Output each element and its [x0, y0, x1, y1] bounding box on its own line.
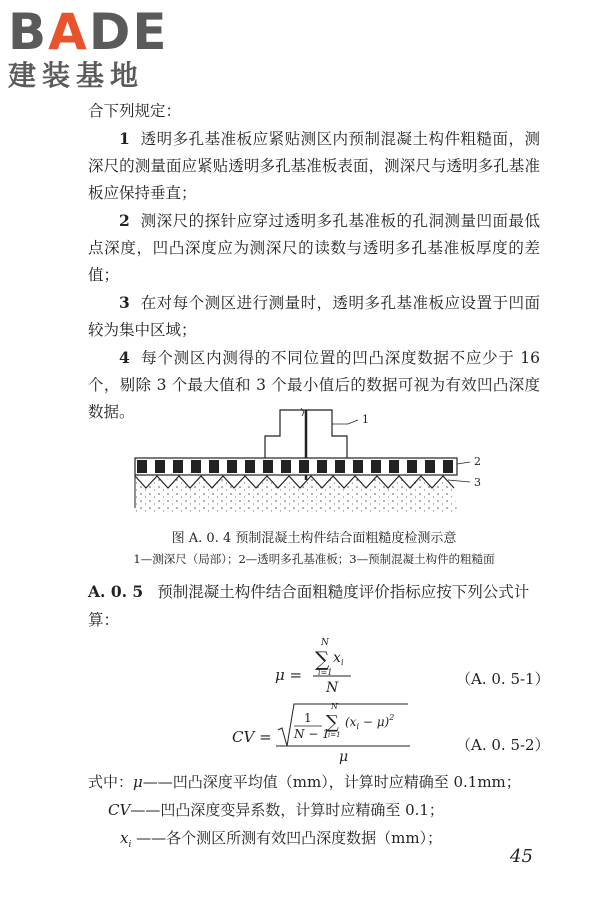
plate-solid-segment [443, 460, 453, 473]
sum-lower-limit: i=1 [318, 668, 333, 677]
section-a05 [88, 578, 540, 634]
plate-solid-segment [263, 460, 273, 473]
cv-symbol: CV = [232, 728, 272, 746]
plate-solid-segment [209, 460, 219, 473]
plate-solid-segment [407, 460, 417, 473]
def-symbol: μ [133, 773, 143, 791]
fraction-numerator: 1 [304, 711, 312, 725]
rule-text: 测深尺的探针应穿过透明多孔基准板的孔洞测量凹面最低点深度，凹凸深度应为测深尺的读数与透明多孔基准板厚度的差值； [88, 212, 540, 284]
rule-item-2 [88, 207, 540, 289]
label-gauge: 1 [362, 413, 369, 426]
plate-solid-segment [317, 460, 327, 473]
perforated-plate [135, 458, 457, 475]
definition-row-cv [88, 796, 558, 824]
plate-solid-segment [155, 460, 165, 473]
intro-line: 合下列规定： [88, 102, 182, 120]
mean-symbol: μ = [275, 666, 303, 684]
rule-text: 每个测区内测得的不同位置的凹凸深度数据不应少于 16 个，剔除 3 个最大值和 3 个最小值后的数据可视为有效凹凸深度数据。 [88, 349, 541, 421]
rule-number: 1 [119, 129, 130, 148]
logo-wordmark [8, 3, 169, 61]
plate-solid-segment [371, 460, 381, 473]
plate-solid-segment [173, 460, 183, 473]
def-symbol: x [120, 829, 129, 847]
squared-term: $(x_i - \mu)^2$ [345, 713, 395, 731]
rule-number: 2 [119, 211, 130, 230]
def-dash: —— [142, 773, 173, 791]
def-dash: —— [130, 801, 161, 819]
rule-item-1 [88, 125, 540, 207]
equation-label-2: （A. 0. 5-2） [456, 736, 550, 754]
denominator-n: N [326, 680, 339, 696]
plate-solid-segment [425, 460, 435, 473]
plate-solid-segment [389, 460, 399, 473]
plate-solid-segment [299, 460, 309, 473]
plate-solid-segment [191, 460, 201, 473]
sum-lower-limit: i=1 [328, 731, 341, 739]
def-text: 各个测区所测有效凹凸深度数据（mm）； [166, 829, 443, 847]
rule-number: 4 [119, 348, 130, 367]
plate-solid-segment [137, 460, 147, 473]
def-text: 凹凸深度变异系数，计算时应精确至 0.1； [160, 801, 444, 819]
figure-caption: 图 A. 0. 4 预制混凝土构件结合面粗糙度检测示意 [171, 531, 457, 546]
figure-legend: 1—测深尺（局部）；2—透明多孔基准板；3—预制混凝土构件的粗糙面 [133, 552, 495, 566]
section-text: 预制混凝土构件结合面粗糙度评价指标应按下列公式计算： [88, 583, 530, 629]
variable-x: x [333, 650, 341, 666]
rule-item-3 [88, 289, 540, 344]
roughness-test-diagram [130, 408, 490, 520]
def-dash: —— [131, 829, 167, 847]
rule-text: 透明多孔基准板应紧贴测区内预制混凝土构件粗糙面，测深尺的测量面应紧贴透明多孔基准板表面，测深尺与透明多孔基准板应保持垂直； [88, 130, 540, 202]
formula-cv [232, 702, 432, 766]
sum-upper-limit: N [321, 638, 329, 648]
sum-upper-limit: N [331, 702, 338, 711]
equation-label-1: （A. 0. 5-1） [456, 670, 550, 688]
sum-sign: ∑ [315, 647, 330, 671]
plate-solid-segment [281, 460, 291, 473]
plate-solid-segment [353, 460, 363, 473]
sum-sign: ∑ [326, 712, 339, 733]
symbol-definitions [88, 768, 558, 859]
rough-surface [135, 475, 457, 512]
section-number: A. 0. 5 [88, 582, 144, 601]
definition-row-mu [88, 768, 558, 796]
rules-block [88, 98, 540, 426]
page-number: 45 [510, 846, 533, 867]
fraction-denominator: N − 1 [294, 727, 330, 741]
denominator-mu: μ [339, 749, 349, 765]
def-symbol: CV [108, 801, 131, 819]
plate-solid-segment [227, 460, 237, 473]
logo-subtitle: 建装基地 [8, 59, 145, 92]
formula-mean [275, 636, 375, 700]
label-plate: 2 [474, 455, 481, 468]
def-text: 凹凸深度平均值（mm），计算时应精确至 0.1mm； [172, 773, 521, 791]
logo-letters-de: DE [88, 3, 169, 61]
definition-row-x [88, 824, 558, 859]
logo-letter-a: A [48, 3, 89, 61]
label-surface: 3 [474, 476, 481, 489]
subscript-i: i [341, 658, 344, 667]
rule-number: 3 [119, 293, 130, 312]
plate-solid-segment [245, 460, 255, 473]
logo-letter-b: B [8, 3, 49, 61]
def-subscript: i [128, 840, 132, 850]
where-lead: 式中： [88, 773, 134, 791]
site-logo [8, 3, 169, 92]
rule-text: 在对每个测区进行测量时，透明多孔基准板应设置于凹面较为集中区域； [88, 294, 540, 339]
plate-solid-segment [335, 460, 345, 473]
